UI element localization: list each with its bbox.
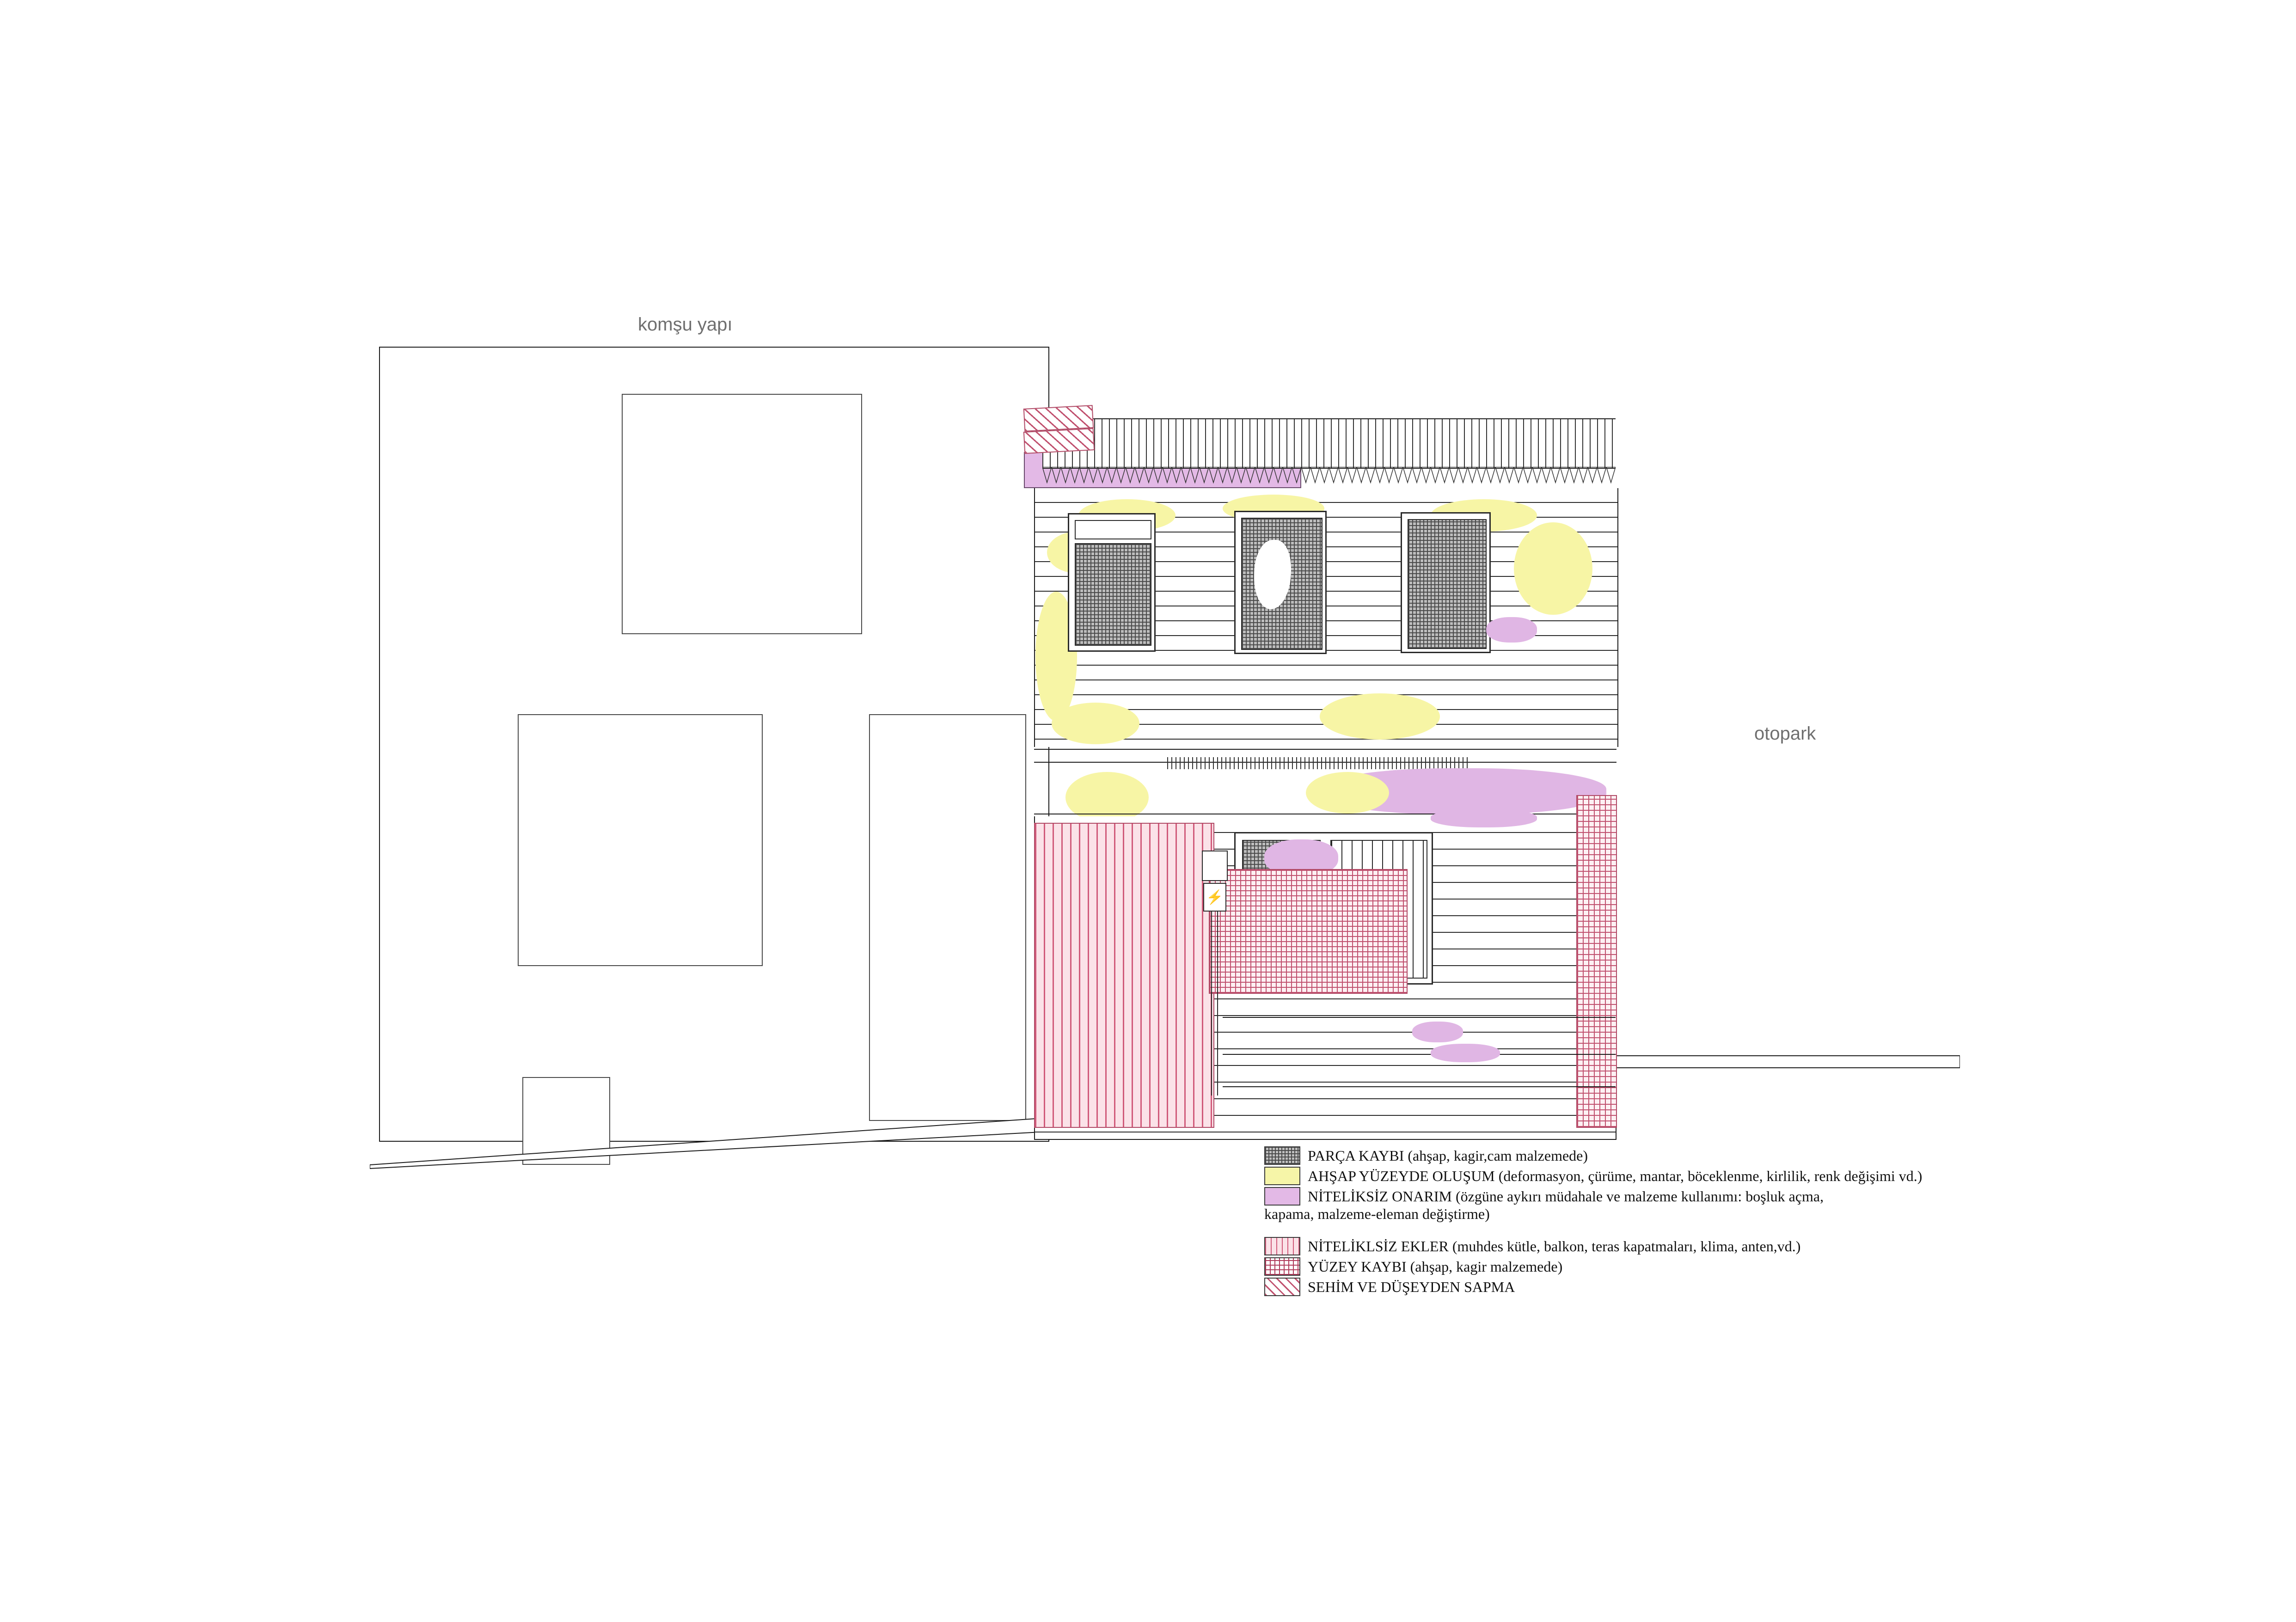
damage-ahsap-blob-8 (1320, 693, 1440, 740)
window-upper-right-glass-damage (1408, 519, 1487, 649)
damage-yuzey-kaybi-right-strip (1576, 795, 1617, 1128)
legend-spacer (1264, 1225, 2143, 1237)
legend-detail-niteliksiz-ekler: (muhdes kütle, balkon, teras kapatmaları, klima, anten,vd.) (1452, 1237, 1801, 1255)
eaves-dentil-row (1042, 467, 1616, 484)
legend (1264, 1146, 2143, 1298)
damage-sehim-left (1023, 405, 1094, 432)
yuzey-kaybi-swatch (1264, 1257, 1300, 1276)
electric-hazard-icon: ⚡ (1203, 883, 1226, 912)
label-komsu-yapi: komşu yapı (638, 314, 733, 335)
damage-niteliksiz-ekler-garage (1034, 823, 1214, 1128)
legend-row-yuzey-kaybi (1264, 1257, 2143, 1276)
damage-ahsap-blob-9 (1065, 772, 1149, 823)
legend-text-niteliksiz-ekler (1308, 1237, 1800, 1255)
legend-row-sehim (1264, 1278, 2143, 1296)
niteliksiz-ekler-swatch (1264, 1237, 1300, 1255)
floor-band-dentils (1167, 757, 1468, 769)
parca-kaybi-swatch (1264, 1146, 1300, 1165)
legend-row-parca-kaybi (1264, 1146, 2143, 1165)
roof-eaves-band (1042, 418, 1616, 469)
legend-detail-niteliksiz-onarim: (özgüne aykırı müdahale ve malzeme kullanımı: boşluk açma, (1455, 1188, 1824, 1205)
damage-niteliksiz-onarim-low-1 (1412, 1022, 1463, 1042)
ground-line-2 (1223, 1054, 1616, 1055)
damage-niteliksiz-onarim-win3 (1486, 617, 1537, 643)
legend-row-ahsap-yuzeyde-olusum (1264, 1167, 2143, 1185)
neighbour-window-mid-right (869, 714, 1026, 1121)
damage-ahsap-blob-5 (1514, 522, 1592, 615)
legend-detail-ahsap-yuzeyde-olusum: (deformasyon, çürüme, mantar, böceklenme, kirlilik, renk değişimi vd.) (1498, 1168, 1923, 1184)
damage-niteliksiz-onarim-low-2 (1431, 1044, 1500, 1062)
ground-left-slope (370, 1109, 1049, 1169)
ahsap-yuzeyde-olusum-swatch (1264, 1167, 1300, 1185)
niteliksiz-onarim-swatch (1264, 1187, 1300, 1206)
sehim-swatch (1264, 1278, 1300, 1296)
electric-meter-box (1202, 851, 1228, 881)
label-otopark: otopark (1754, 723, 1816, 744)
legend-text-niteliksiz-onarim (1264, 1187, 1824, 1223)
damage-yuzey-kaybi-panel (1209, 869, 1408, 994)
legend-title-sehim: SEHİM VE DÜŞEYDEN SAPMA (1308, 1278, 1515, 1295)
legend-row-niteliksiz-onarim (1264, 1187, 2143, 1223)
damage-sehim-right (1023, 428, 1095, 454)
window-upper-middle (1234, 511, 1327, 654)
legend-detail2-niteliksiz-onarim: kapama, malzeme-eleman değiştirme) (1264, 1205, 1490, 1222)
legend-text-parca-kaybi (1308, 1146, 1588, 1165)
legend-title-ahsap-yuzeyde-olusum: AHŞAP YÜZEYDE OLUŞUM (1308, 1168, 1495, 1184)
conduit-vertical (1211, 911, 1212, 1096)
window-upper-left-glass-damage (1075, 543, 1151, 646)
neighbour-window-upper (622, 394, 862, 634)
legend-title-yuzey-kaybi: YÜZEY KAYBI (1308, 1258, 1407, 1275)
legend-text-sehim (1308, 1278, 1515, 1296)
legend-detail-yuzey-kaybi: (ahşap, kagir malzemede) (1410, 1258, 1563, 1275)
facade-elevation (1024, 407, 1671, 1156)
ground-line-1 (1223, 1017, 1616, 1018)
legend-title-niteliksiz-onarim: NİTELİKSİZ ONARIM (1308, 1188, 1452, 1205)
conduit-vertical-2 (1217, 911, 1218, 1096)
legend-row-niteliksiz-ekler (1264, 1237, 2143, 1255)
window-upper-right (1401, 512, 1491, 653)
damage-ahsap-blob-7 (1052, 703, 1139, 744)
legend-text-yuzey-kaybi (1308, 1257, 1562, 1276)
ground-line-3 (1223, 1086, 1616, 1087)
legend-title-parca-kaybi: PARÇA KAYBI (1308, 1147, 1404, 1164)
damage-ahsap-blob-10 (1306, 772, 1389, 814)
window-upper-left-transom (1075, 520, 1151, 539)
legend-title-niteliksiz-ekler: NİTELİKLSİZ EKLER (1308, 1237, 1449, 1255)
neighbour-window-mid-left (518, 714, 763, 966)
legend-text-ahsap-yuzeyde-olusum (1308, 1167, 1922, 1185)
window-upper-left (1068, 513, 1156, 652)
damage-niteliksiz-onarim-low-3 (1431, 809, 1537, 827)
floor-band-line-1 (1034, 749, 1616, 750)
legend-detail-parca-kaybi: (ahşap, kagir,cam malzemede) (1408, 1147, 1588, 1164)
